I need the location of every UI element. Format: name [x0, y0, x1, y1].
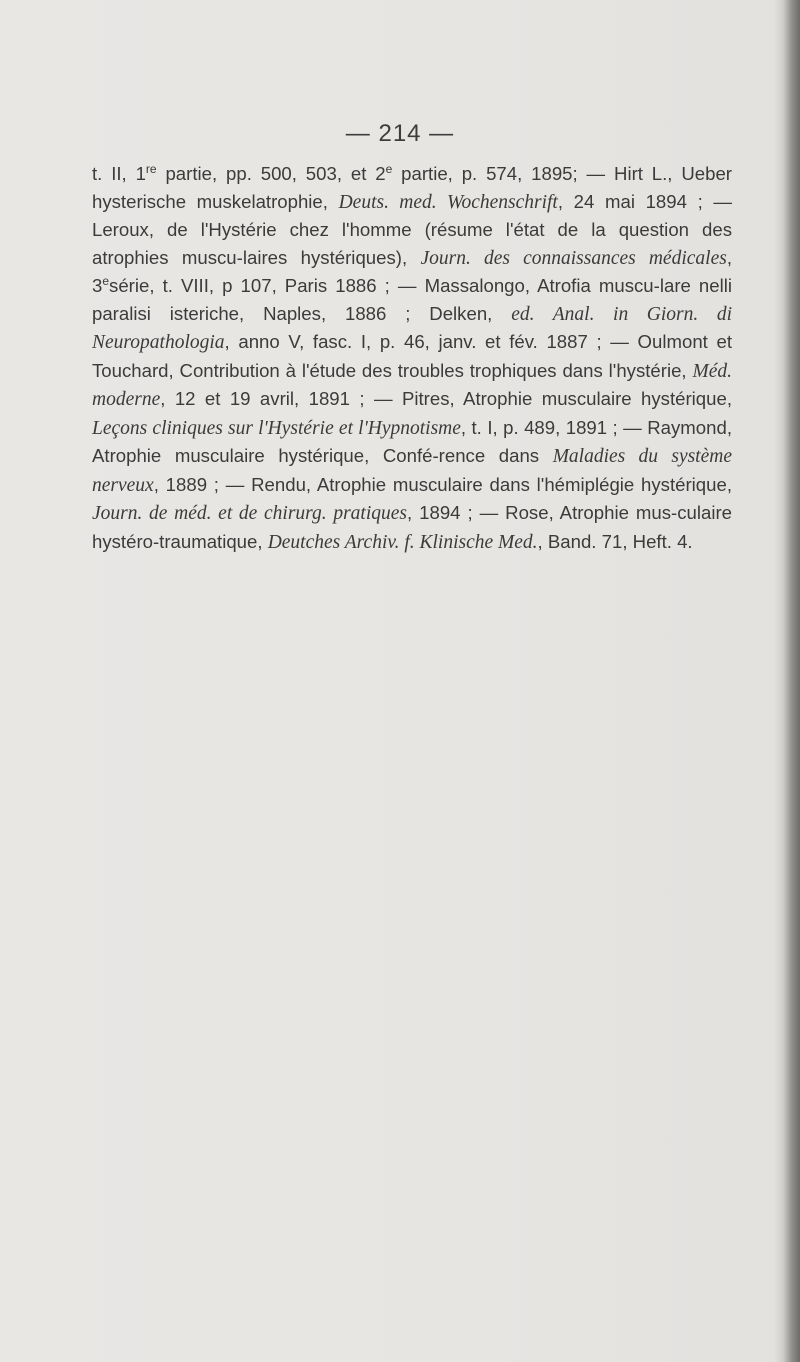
text-span: , 12 et 19 avril, 1891 ; — Pitres, Atrophie musculaire hystérique, [160, 388, 732, 409]
page-number: — 214 — [345, 120, 455, 147]
superscript: e [385, 161, 393, 176]
text-span: partie, pp. 500, 503, et 2 [156, 163, 386, 184]
superscript: e [102, 273, 110, 288]
book-title: Maladies du système nerveux [92, 446, 732, 496]
page-binding-edge [774, 0, 800, 1362]
journal-title: Deuts. med. Wochenschrift [338, 191, 558, 213]
text-span: t. II, 1 [92, 163, 146, 184]
journal-title: Deutches Archiv. f. Klinische Med. [267, 531, 538, 553]
journal-title: Journ. de méd. et de chirurg. pratiques [92, 503, 407, 524]
text-span: , anno V, fasc. I, p. 46, janv. et fév. 1887 ; — Oulmont et Touchard, Contribution à l'étude des troubles trophiques dans l'hystérie, [92, 331, 732, 381]
text-span: , 24 mai 1894 ; — Leroux, de l'Hystérie chez l'homme (résume l'état de la question des atrophies muscu-laires hystériques), [92, 190, 732, 268]
text-span: , t. I, p. 489, 1891 ; — Raymond, Atrophie musculaire hystérique, Confé-rence dans [92, 416, 732, 466]
text-span: série, t. VIII, p 107, Paris 1886 ; — Massalongo, Atrofia muscu-lare nelli paralisi isteriche, Naples, 1886 ; Delken, [92, 275, 732, 324]
bibliography-paragraph [92, 160, 732, 556]
text-span: partie, p. 574, 1895; — Hirt L., Ueber hysterische muskelatrophie, [92, 163, 732, 212]
journal-title: Journ. des connaissances médicales [420, 247, 727, 269]
text-span: , Band. 71, Heft. 4. [537, 530, 693, 552]
superscript: re [145, 161, 157, 176]
text-span: , 1894 ; — Rose, Atrophie mus-culaire hystéro-traumatique, [92, 502, 732, 552]
text-span: , 3 [92, 246, 732, 296]
journal-title: ed. Anal. in Giorn. di Neuropathologia [92, 303, 733, 353]
book-title: Leçons cliniques sur l'Hystérie et l'Hypnotisme [92, 417, 461, 439]
journal-title: Méd. moderne [92, 360, 732, 410]
text-span: , 1889 ; — Rendu, Atrophie musculaire dans l'hémiplégie hystérique, [153, 473, 732, 495]
